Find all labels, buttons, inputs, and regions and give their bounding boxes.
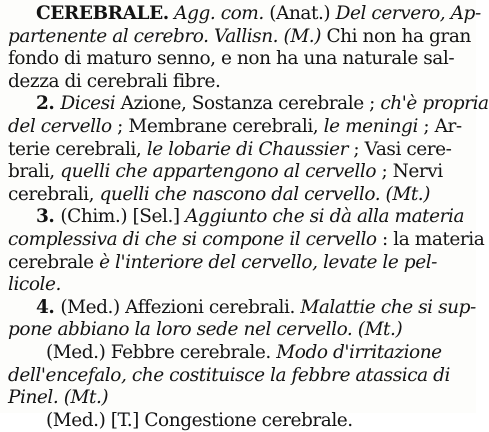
- entry-line: [0, 364, 476, 387]
- text-run: ; Vasi cere-: [348, 138, 452, 160]
- entry-line: [0, 47, 476, 70]
- italic-text: ch'è propria: [380, 93, 489, 115]
- italic-text: Malattie che si sup-: [300, 296, 476, 318]
- italic-text: Pinel. (Mt.): [8, 387, 109, 409]
- italic-text: Del cervero, Ap-: [335, 3, 481, 24]
- text-run: cerebrale: [8, 251, 100, 273]
- entry-line: [0, 409, 476, 432]
- entry-line: [0, 160, 476, 183]
- entry-line: [0, 2, 481, 25]
- italic-text: Agg. com.: [174, 3, 264, 24]
- entry-line: [0, 296, 476, 319]
- italic-text: dell'encefalo, che costituisce la febbre atassica di: [8, 364, 450, 386]
- italic-text: Modo d'irritazione: [276, 342, 442, 363]
- entry-line: [0, 138, 476, 161]
- italic-text: partenente al cerebro. Vallisn.: [8, 25, 279, 47]
- italic-text: complessiva di che si compone il cervello: [8, 229, 377, 250]
- text-run: ; Membrane cerebrali,: [111, 116, 324, 137]
- headword-text: 4.: [36, 296, 61, 318]
- entry-line: [0, 115, 476, 138]
- entry-line: [0, 228, 485, 251]
- entry-line: [0, 25, 476, 48]
- italic-text: quelli che appartengono al cervello: [60, 161, 377, 183]
- text-run: terie cerebrali,: [8, 138, 147, 160]
- italic-text: pone abbiano la loro sede nel cervello. (Mt.): [8, 319, 403, 341]
- text-run: fondo di maturo senno, e non ha una naturale sal-: [8, 48, 455, 70]
- text-run: cerebrali,: [8, 183, 100, 205]
- text-run: Chi non ha gran: [321, 25, 471, 47]
- entry-line: [0, 70, 476, 93]
- text-run: ; Ar-: [417, 116, 462, 137]
- entry-line: [0, 318, 476, 341]
- italic-text: è l'interiore del cervello, levate le pel-: [99, 251, 437, 273]
- entry-line: [0, 273, 476, 296]
- text-run: dezza di cerebrali fibre.: [8, 70, 221, 92]
- headword-text: 3.: [36, 206, 61, 228]
- headword-text: 2.: [36, 93, 61, 115]
- text-run: Azione, Sostanza cerebrale ;: [115, 93, 381, 115]
- text-run: (Med.) Febbre cerebrale.: [46, 342, 277, 363]
- italic-text: Aggiunto che si dà alla materia: [185, 206, 465, 228]
- entry-line: [0, 386, 476, 409]
- italic-text: del cervello: [8, 116, 112, 137]
- italic-text: Dicesi: [60, 93, 116, 115]
- italic-text: le lobarie di Chaussier: [146, 138, 348, 160]
- entry-line: [0, 341, 476, 364]
- text-run: (Med.) Affezioni cerebrali.: [60, 296, 301, 318]
- text-run: : la materia: [376, 229, 485, 250]
- italic-text: licole.: [8, 274, 61, 296]
- text-run: ; Nervi: [376, 161, 443, 183]
- italic-text: le meningi: [323, 116, 418, 137]
- text-run: brali,: [8, 161, 61, 183]
- text-run: (Chim.) [Sel.]: [60, 206, 186, 228]
- entry-line: [0, 92, 489, 115]
- entry-line: [0, 183, 476, 206]
- text-run: (Med.) [T.] Congestione cerebrale.: [46, 409, 353, 431]
- text-run: (Anat.): [263, 3, 336, 24]
- italic-text: quelli che nascono dal cervello. (Mt.): [99, 183, 431, 205]
- italic-text: (M.): [283, 25, 322, 47]
- headword-text: CEREBRALE.: [36, 3, 169, 24]
- entry-line: [0, 205, 476, 228]
- entry-line: [0, 251, 476, 274]
